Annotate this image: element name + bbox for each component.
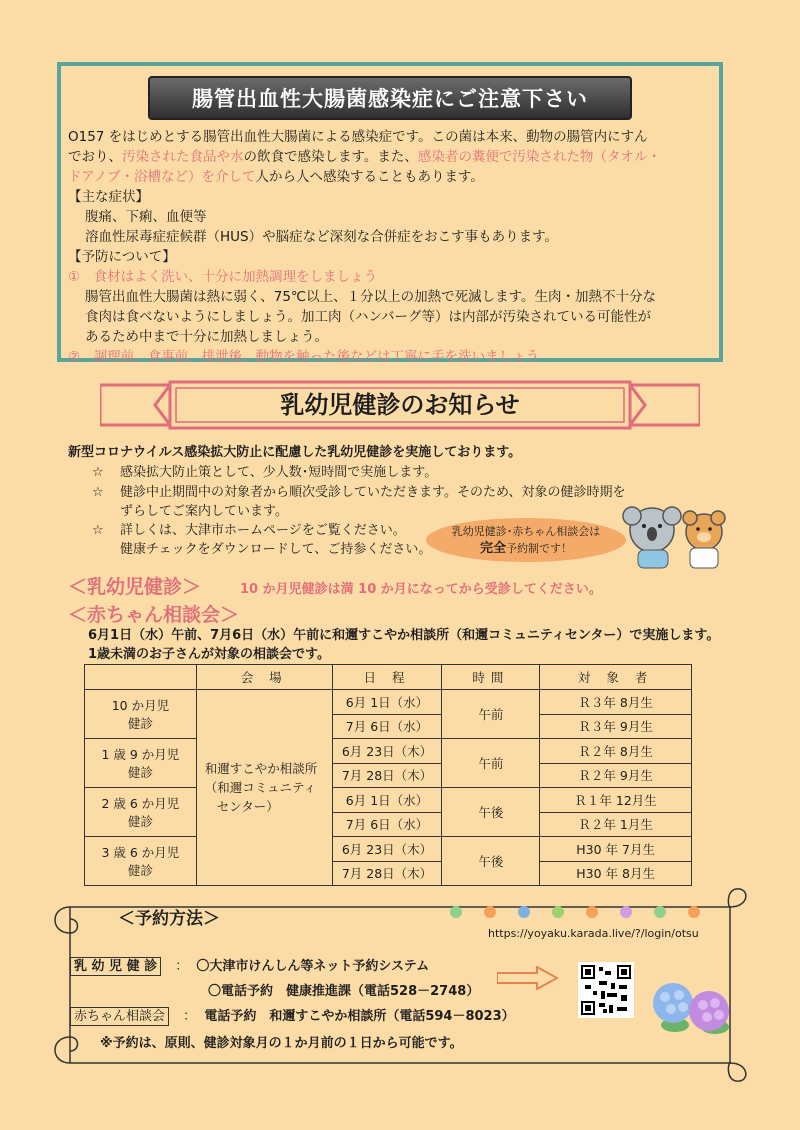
reservation-only-bubble: 乳幼児健診･赤ちゃん相談会は 完全予約制です！ — [426, 518, 626, 562]
target-cell: Ｒ２年 9月生 — [540, 763, 692, 788]
table-row — [85, 788, 692, 813]
infant-checkup-note: 10 か月児健診は満 10 か月になってから受診してください。 — [240, 582, 602, 597]
date-cell: 6月 1日（水） — [332, 788, 442, 813]
venue-cell: 和邇すこやか相談所 （和邇コミュニティ センター） — [196, 690, 332, 886]
checkup-type: 3 歳 6 か月児 健診 — [85, 837, 197, 886]
table-row — [85, 739, 692, 764]
infant-bullet-cont: ずらしてご案内しています。 — [120, 504, 288, 519]
table-row — [85, 690, 692, 715]
symptom-item: 腹痛、下痢、血便等 — [85, 209, 207, 225]
infant-checkup-heading: ＜乳幼児健診＞ — [68, 576, 202, 598]
reservation-url[interactable]: https://yoyaku.karada.live/?/login/otsu — [488, 927, 699, 940]
infant-bullet: ☆ 感染拡大防止策として、少人数･短時間で実施します。 — [92, 465, 438, 480]
target-cell: Ｒ３年 8月生 — [540, 690, 692, 715]
prevention-item-1: ① 食材はよく洗い、十分に加熱調理をしましょう — [68, 269, 378, 285]
time-cell: 午前 — [442, 690, 540, 739]
time-cell: 午前 — [442, 739, 540, 788]
date-cell: 6月 23日（木） — [332, 837, 442, 862]
baby-consultation-line: 1歳未満のお子さんが対象の相談会です。 — [88, 647, 331, 662]
time-cell: 午後 — [442, 837, 540, 886]
header-cell — [85, 665, 197, 690]
checkup-type: 10 か月児 健診 — [85, 690, 197, 739]
arrow-right-icon — [497, 966, 559, 990]
checkup-type: 1 歳 9 か月児 健診 — [85, 739, 197, 788]
date-cell: 7月 6日（水） — [332, 714, 442, 739]
infant-bullet: ☆ 詳しくは、大津市ホームページをご覧ください。 — [92, 523, 406, 538]
reservation-title: ＜予約方法＞ — [118, 909, 220, 929]
date-cell: 7月 28日（木） — [332, 861, 442, 886]
header-cell: 日 程 — [332, 665, 442, 690]
infant-bullet: ☆ 健診中止期間中の対象者から順次受診していただきます。そのため、対象の健診時期を — [92, 485, 626, 500]
infant-checkup-title: 乳幼児健診のお知らせ — [280, 391, 520, 419]
prevention-heading: 【予防について】 — [68, 249, 176, 265]
prevention-detail: 食肉は食べないようにしましょう。加工肉（ハンバーグ等）は内部が汚染されている可能性が — [85, 309, 652, 325]
checkup-type: 2 歳 6 か月児 健診 — [85, 788, 197, 837]
symptom-item: 溶血性尿毒症症候群（HUS）や脳症など深刻な合併症をおこす事もあります。 — [85, 229, 559, 245]
schedule-table — [84, 664, 692, 886]
header-cell: 時間 — [442, 665, 540, 690]
reservation-row-infant: 乳 幼 児 健 診 ： 〇大津市けんしん等ネット予約システム — [70, 955, 429, 974]
header-cell: 対 象 者 — [540, 665, 692, 690]
time-cell: 午後 — [442, 788, 540, 837]
hydrangea-flower-icon — [645, 975, 740, 1040]
o157-intro-line: O157 をはじめとする腸管出血性大腸菌による感染症です。この菌は本来、動物の腸管内にすん — [68, 129, 648, 145]
target-cell: H30 年 8月生 — [540, 861, 692, 886]
koala-bear-doctor-icon — [622, 500, 732, 572]
prevention-item-2: ② 調理前、食事前、排泄後、動物を触った後などは丁寧に手を洗いましょう — [68, 349, 540, 365]
prevention-detail: 腸管出血性大腸菌は熱に弱く、75℃以上、１分以上の加熱で死滅します。生肉・加熱不十分な — [85, 289, 656, 305]
baby-label: 赤ちゃん相談会 — [70, 1007, 169, 1026]
symptoms-heading: 【主な症状】 — [68, 189, 149, 205]
reservation-row-baby: 赤ちゃん相談会 ： 電話予約 和邇すこやか相談所（電話594－8023） — [70, 1005, 515, 1024]
date-cell: 6月 1日（水） — [332, 690, 442, 715]
date-cell: 7月 6日（水） — [332, 812, 442, 837]
target-cell: Ｒ３年 9月生 — [540, 714, 692, 739]
o157-intro-line: でおり、汚染された食品や水の飲食で感染します。また、感染者の糞便で汚染された物（タオル・ — [68, 149, 661, 165]
qr-code-icon[interactable] — [578, 962, 634, 1018]
reservation-note: ※予約は、原則、健診対象月の１か月前の１日から可能です。 — [100, 1036, 463, 1051]
prevention-detail: あるため中まで十分に加熱しましょう。 — [85, 329, 328, 345]
target-cell: H30 年 7月生 — [540, 837, 692, 862]
phone-reservation: 〇電話予約 健康推進課（電話528－2748） — [208, 984, 480, 999]
baby-consultation-heading: ＜赤ちゃん相談会＞ — [68, 604, 240, 626]
target-cell: Ｒ２年 1月生 — [540, 812, 692, 837]
table-header-row — [85, 665, 692, 690]
date-cell: 7月 28日（木） — [332, 763, 442, 788]
infant-bullet-cont: 健康チェックをダウンロードして、ご持参ください。 — [120, 542, 432, 557]
o157-title: 腸管出血性大腸菌感染症にご注意下さい — [148, 76, 632, 120]
o157-intro-line: ドアノブ・浴槽など）を介して人から人へ感染することもあります。 — [68, 169, 484, 185]
target-cell: Ｒ２年 8月生 — [540, 739, 692, 764]
baby-consultation-line: 6月1日（水）午前、7月6日（水）午前に和邇すこやか相談所（和邇コミュニティセンター）で実施します。 — [88, 628, 720, 643]
infant-label: 乳 幼 児 健 診 — [70, 957, 161, 976]
table-row — [85, 837, 692, 862]
target-cell: Ｒ１年 12月生 — [540, 788, 692, 813]
infant-lead: 新型コロナウイルス感染拡大防止に配慮した乳幼児健診を実施しております。 — [68, 445, 522, 460]
date-cell: 6月 23日（木） — [332, 739, 442, 764]
header-cell: 会 場 — [196, 665, 332, 690]
